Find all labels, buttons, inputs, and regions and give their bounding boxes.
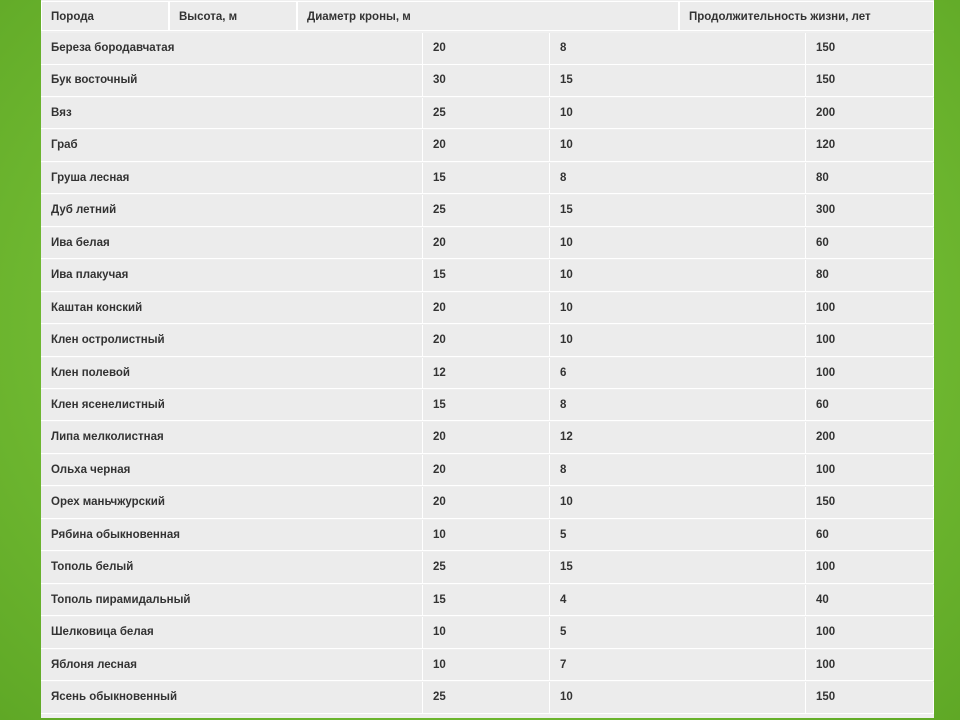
height-cell: 20	[423, 455, 550, 487]
table-row	[41, 650, 934, 682]
table-row	[41, 65, 934, 97]
lifespan-cell: 60	[806, 228, 934, 260]
lifespan-cell: 100	[806, 617, 934, 649]
species-cell: Орех маньчжурский	[41, 487, 423, 519]
species-cell: Клен полевой	[41, 358, 423, 390]
species-cell: Клен остролистный	[41, 325, 423, 357]
species-cell: Граб	[41, 130, 423, 162]
table-row	[41, 358, 934, 390]
table-row	[41, 422, 934, 454]
crown-diameter-cell: 7	[550, 650, 806, 682]
lifespan-cell: 100	[806, 325, 934, 357]
species-cell: Бук восточный	[41, 65, 423, 97]
table-row	[41, 585, 934, 617]
crown-diameter-cell: 15	[550, 65, 806, 97]
height-cell: 20	[423, 422, 550, 454]
crown-diameter-cell: 8	[550, 33, 806, 65]
species-cell: Ясень обыкновенный	[41, 682, 423, 714]
species-cell: Яблоня лесная	[41, 650, 423, 682]
table-row	[41, 163, 934, 195]
lifespan-cell: 300	[806, 195, 934, 227]
crown-diameter-cell: 15	[550, 195, 806, 227]
crown-diameter-cell: 4	[550, 585, 806, 617]
lifespan-cell: 150	[806, 65, 934, 97]
height-cell: 15	[423, 163, 550, 195]
species-cell: Шелковица белая	[41, 617, 423, 649]
table-row	[41, 520, 934, 552]
crown-diameter-cell: 8	[550, 163, 806, 195]
height-cell: 10	[423, 650, 550, 682]
species-cell: Береза бородавчатая	[41, 33, 423, 65]
table-row	[41, 455, 934, 487]
height-cell: 20	[423, 487, 550, 519]
species-cell: Тополь белый	[41, 552, 423, 584]
height-cell: 10	[423, 520, 550, 552]
lifespan-cell: 80	[806, 260, 934, 292]
lifespan-cell: 100	[806, 293, 934, 325]
species-cell: Рябина обыкновенная	[41, 520, 423, 552]
table-row	[41, 228, 934, 260]
lifespan-cell: 100	[806, 650, 934, 682]
table-row	[41, 260, 934, 292]
lifespan-cell: 60	[806, 520, 934, 552]
crown-diameter-cell: 8	[550, 455, 806, 487]
species-cell: Тополь пирамидальный	[41, 585, 423, 617]
height-cell: 25	[423, 98, 550, 130]
species-cell: Клен ясенелистный	[41, 390, 423, 422]
crown-diameter-cell: 10	[550, 682, 806, 714]
table-row	[41, 98, 934, 130]
crown-diameter-cell: 10	[550, 98, 806, 130]
species-cell: Ольха черная	[41, 455, 423, 487]
crown-diameter-cell: 5	[550, 617, 806, 649]
height-cell: 10	[423, 617, 550, 649]
lifespan-cell: 100	[806, 455, 934, 487]
table-row	[41, 552, 934, 584]
height-cell: 25	[423, 682, 550, 714]
header-cell-crown-diameter: Диаметр кроны, м	[297, 1, 679, 31]
table-row	[41, 33, 934, 65]
lifespan-cell: 150	[806, 487, 934, 519]
height-cell: 30	[423, 65, 550, 97]
height-cell: 15	[423, 260, 550, 292]
crown-diameter-cell: 10	[550, 293, 806, 325]
lifespan-cell: 60	[806, 390, 934, 422]
crown-diameter-cell: 10	[550, 487, 806, 519]
height-cell: 25	[423, 552, 550, 584]
table-row	[41, 293, 934, 325]
lifespan-cell: 150	[806, 33, 934, 65]
header-cell-lifespan: Продолжительность жизни, лет	[679, 1, 934, 31]
height-cell: 20	[423, 130, 550, 162]
species-cell: Каштан конский	[41, 293, 423, 325]
species-cell: Ива плакучая	[41, 260, 423, 292]
species-cell: Ива белая	[41, 228, 423, 260]
height-cell: 15	[423, 585, 550, 617]
table-header	[41, 0, 934, 32]
height-cell: 12	[423, 358, 550, 390]
crown-diameter-cell: 10	[550, 130, 806, 162]
lifespan-cell: 40	[806, 585, 934, 617]
lifespan-cell: 80	[806, 163, 934, 195]
table-row	[41, 195, 934, 227]
species-cell: Вяз	[41, 98, 423, 130]
height-cell: 25	[423, 195, 550, 227]
crown-diameter-cell: 15	[550, 552, 806, 584]
table-row	[41, 617, 934, 649]
height-cell: 15	[423, 390, 550, 422]
header-cell-species: Порода	[41, 1, 169, 31]
species-cell: Дуб летний	[41, 195, 423, 227]
lifespan-cell: 200	[806, 422, 934, 454]
crown-diameter-cell: 6	[550, 358, 806, 390]
species-cell: Груша лесная	[41, 163, 423, 195]
lifespan-cell: 150	[806, 682, 934, 714]
height-cell: 20	[423, 33, 550, 65]
table-row	[41, 130, 934, 162]
species-cell: Липа мелколистная	[41, 422, 423, 454]
lifespan-cell: 120	[806, 130, 934, 162]
crown-diameter-cell: 12	[550, 422, 806, 454]
height-cell: 20	[423, 293, 550, 325]
crown-diameter-cell: 10	[550, 325, 806, 357]
table-row	[41, 390, 934, 422]
lifespan-cell: 100	[806, 552, 934, 584]
crown-diameter-cell: 8	[550, 390, 806, 422]
crown-diameter-cell: 10	[550, 260, 806, 292]
crown-diameter-cell: 10	[550, 228, 806, 260]
table-row	[41, 325, 934, 357]
lifespan-cell: 200	[806, 98, 934, 130]
table-row	[41, 682, 934, 714]
table-row	[41, 487, 934, 519]
height-cell: 20	[423, 325, 550, 357]
header-cell-height: Высота, м	[169, 1, 297, 31]
height-cell: 20	[423, 228, 550, 260]
crown-diameter-cell: 5	[550, 520, 806, 552]
lifespan-cell: 100	[806, 358, 934, 390]
